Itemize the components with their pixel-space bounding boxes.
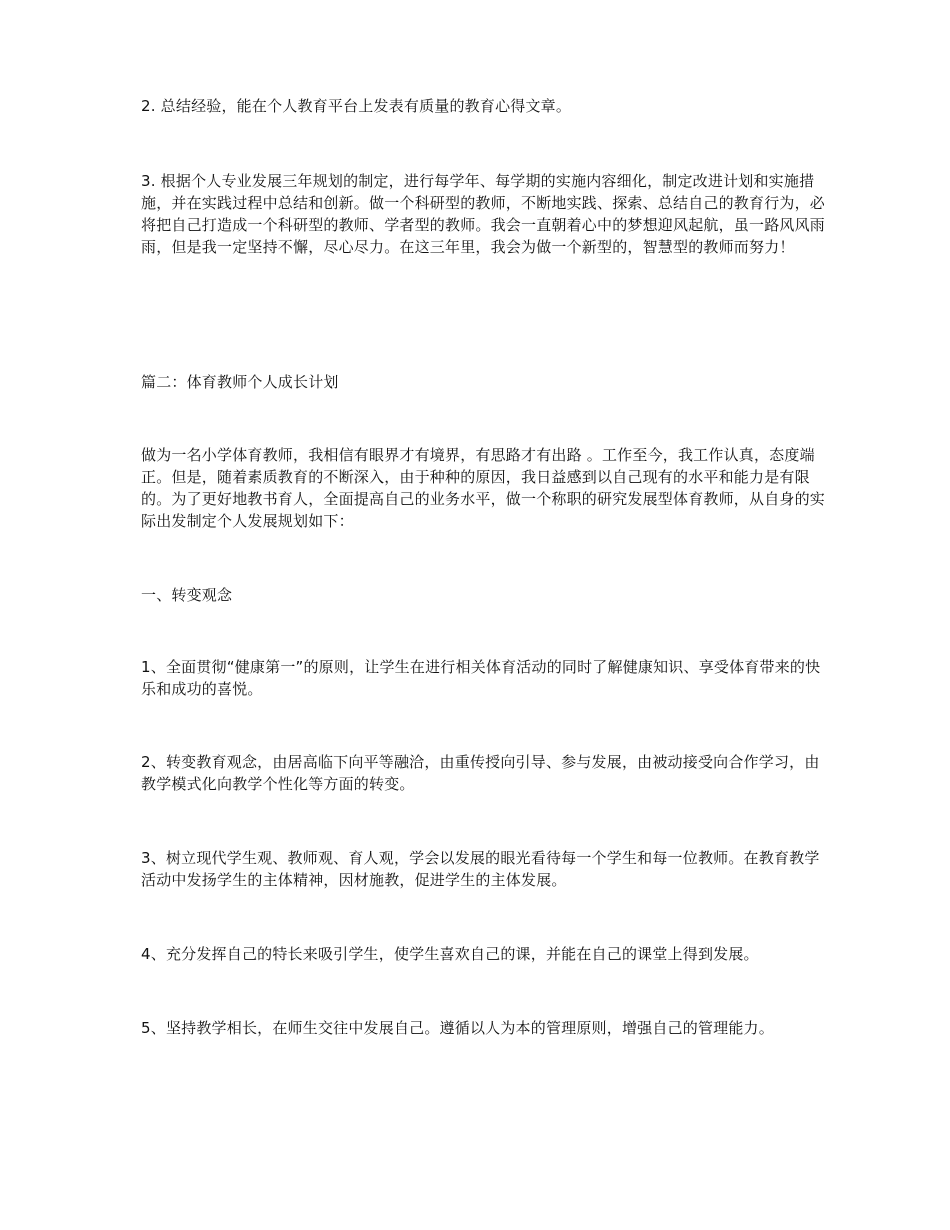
section-heading-change-concept: 一、转变观念 xyxy=(141,586,233,604)
paragraph-introduction: 做为一名小学体育教师，我相信有眼界才有境界，有思路才有出路 。工作至今，我工作认真，态度端正。但是，随着素质教育的不断深入，由于种种的原因，我日益感到以自己现有的水平和能力是有限的。为了更好地教书育人，全面提高自己的业务水平，做一个称职的研究发展型体育教师，从自身的实际出发制定个人发展规划如下： xyxy=(141,446,826,530)
list-item-4: 4、充分发挥自己的特长来吸引学生，使学生喜欢自己的课，并能在自己的课堂上得到发展。 xyxy=(141,945,759,963)
list-item-1: 1、全面贯彻“健康第一”的原则，让学生在进行相关体育活动的同时了解健康知识、享受体育带来的快乐和成功的喜悦。 xyxy=(141,658,821,698)
section-title-part-two: 篇二：体育教师个人成长计划 xyxy=(141,373,339,391)
list-item-2: 2、转变教育观念，由居高临下向平等融洽，由重传授向引导、参与发展，由被动接受向合作学习，由教学模式化向教学个性化等方面的转变。 xyxy=(141,753,820,793)
paragraph-summary-experience: 2. 总结经验，能在个人教育平台上发表有质量的教育心得文章。 xyxy=(141,97,572,115)
paragraph-three-year-plan: 3. 根据个人专业发展三年规划的制定，进行每学年、每学期的实施内容细化，制定改进计划和实施措施，并在实践过程中总结和创新。做一个科研型的教师，不断地实践、探索、总结自己的教育行为，必将把自己打造成一个科研型的教师、学者型的教师。我会一直朝着心中的梦想迎风起航，虽一路风风雨雨，但是我一定坚持不懈，尽心尽力。在这三年里，我会为做一个新型的，智慧型的教师而努力！ xyxy=(141,172,826,256)
list-item-3: 3、树立现代学生观、教师观、育人观，学会以发展的眼光看待每一个学生和每一位教师。在教育教学活动中发扬学生的主体精神，因材施教，促进学生的主体发展。 xyxy=(141,849,820,889)
list-item-5: 5、坚持教学相长，在师生交往中发展自己。遵循以人为本的管理原则，增强自己的管理能力。 xyxy=(141,1019,774,1037)
